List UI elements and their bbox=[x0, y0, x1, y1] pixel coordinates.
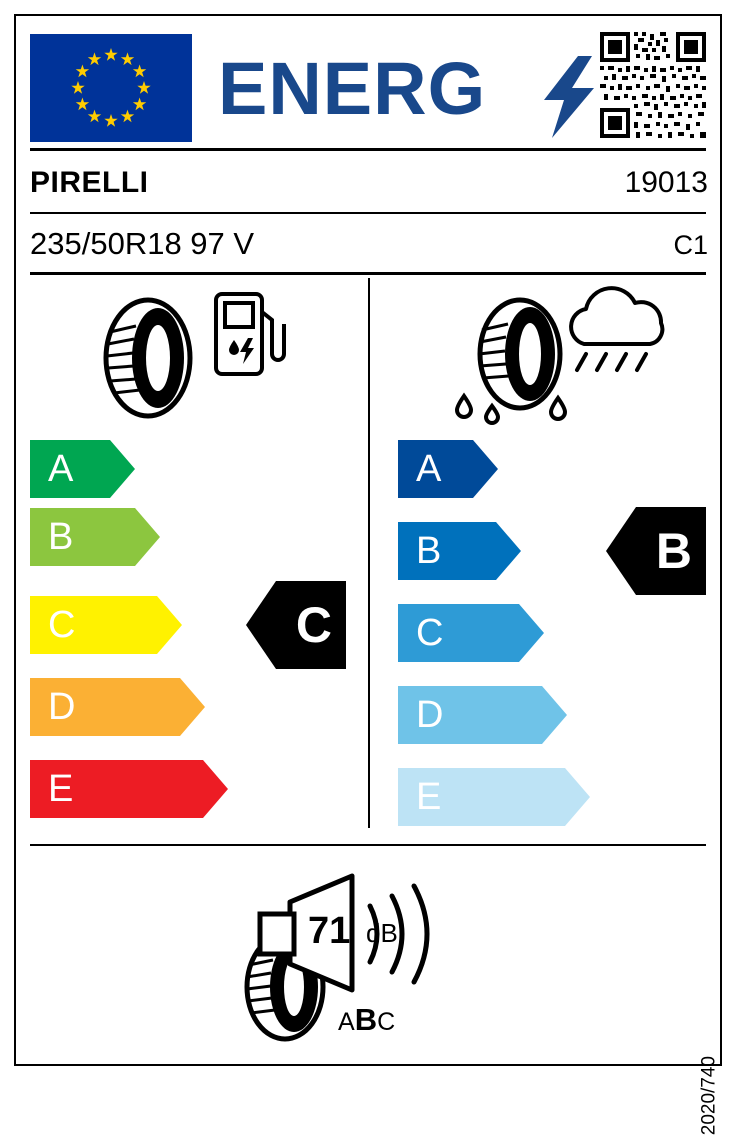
label-header bbox=[30, 30, 706, 144]
fuel-rating-letter: C bbox=[295, 597, 332, 653]
rain-cloud-icon bbox=[562, 288, 674, 374]
eu-flag-icon bbox=[30, 34, 192, 142]
tyre-size: 235/50R18 97 V bbox=[30, 226, 255, 261]
fuel-grade-letter-D: D bbox=[48, 686, 76, 728]
noise-section bbox=[230, 862, 510, 1052]
divider-noise bbox=[30, 844, 706, 846]
eu-flag-svg bbox=[30, 34, 192, 142]
lightning-bolt-icon bbox=[542, 56, 596, 138]
regulation-number: 2020/740 bbox=[698, 1056, 719, 1135]
tyre-class: C1 bbox=[673, 230, 708, 260]
qr-code-icon bbox=[600, 32, 706, 138]
noise-class-a: A bbox=[338, 1008, 355, 1036]
noise-class-scale bbox=[338, 1002, 395, 1038]
divider-header bbox=[30, 148, 706, 151]
tyre-splash-icon bbox=[448, 296, 574, 424]
wet-rating-letter: B bbox=[655, 523, 692, 579]
section-separator bbox=[368, 278, 370, 828]
wet-rating-marker bbox=[606, 507, 706, 595]
fuel-rating-marker bbox=[246, 581, 346, 669]
wet-grade-letter-E: E bbox=[416, 776, 442, 818]
divider-size bbox=[30, 272, 706, 275]
noise-db-unit: dB bbox=[366, 918, 398, 948]
wet-grade-letter-C: C bbox=[416, 612, 444, 654]
fuel-grade-letter-A: A bbox=[48, 448, 74, 490]
tyre-icon bbox=[96, 296, 200, 420]
fuel-pump-icon bbox=[212, 290, 284, 378]
fuel-grade-letter-E: E bbox=[48, 768, 74, 810]
brand-name: PIRELLI bbox=[30, 166, 149, 199]
fuel-grade-bar-A bbox=[30, 440, 135, 498]
noise-class-c: C bbox=[377, 1008, 396, 1036]
product-code: 19013 bbox=[624, 166, 708, 199]
fuel-grade-letter-C: C bbox=[48, 604, 76, 646]
wet-grade-letter-A: A bbox=[416, 448, 442, 490]
noise-db-value: 71 bbox=[308, 910, 351, 952]
divider-brand bbox=[30, 212, 706, 214]
wet-grade-letter-B: B bbox=[416, 530, 442, 572]
wet-grade-letter-D: D bbox=[416, 694, 444, 736]
wet-grade-bar-A bbox=[398, 440, 498, 498]
fuel-grade-letter-B: B bbox=[48, 516, 74, 558]
noise-class-b: B bbox=[354, 1002, 378, 1037]
energy-title: ENERG bbox=[218, 47, 487, 130]
